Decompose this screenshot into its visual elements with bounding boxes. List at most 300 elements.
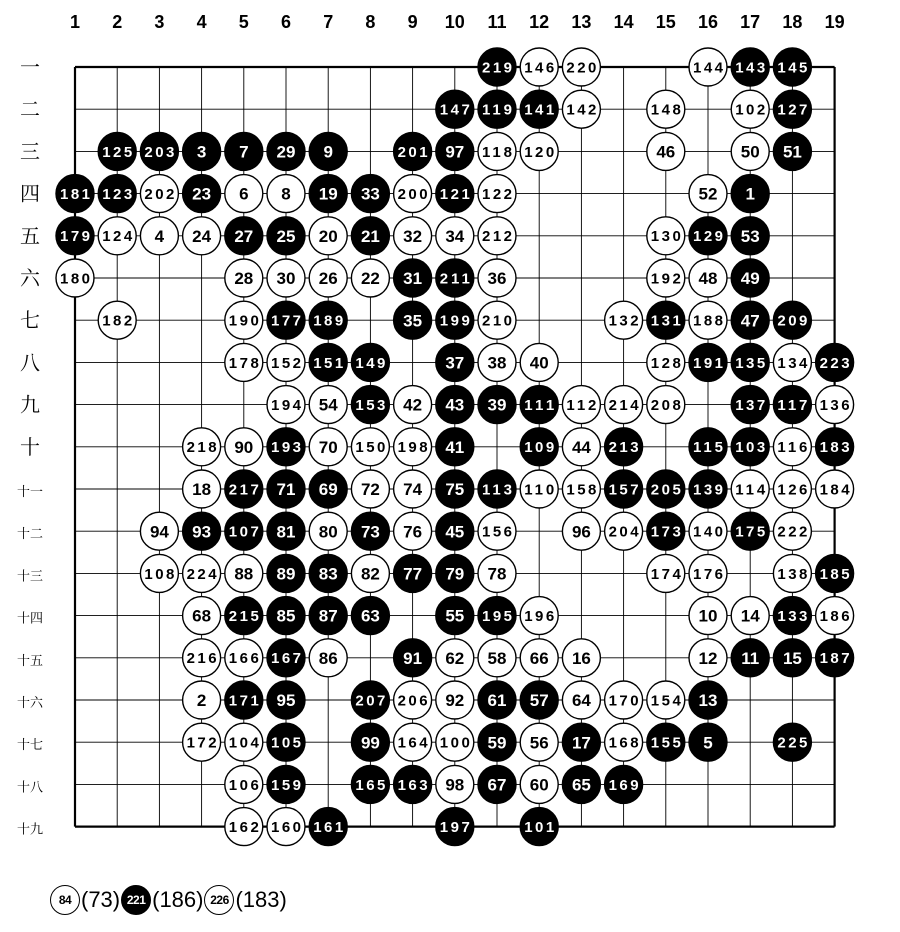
black-stone <box>816 428 854 466</box>
move-number: 181 <box>60 186 90 203</box>
move-number: 208 <box>650 397 681 414</box>
black-stone <box>816 639 854 677</box>
white-stone <box>98 217 136 255</box>
move-number: 182 <box>102 312 133 330</box>
black-stone <box>773 132 811 170</box>
move-number: 5 <box>703 733 713 753</box>
move-number: 210 <box>482 312 512 330</box>
move-number: 17 <box>571 733 591 753</box>
move-number: 216 <box>186 650 217 668</box>
row-label: 三 <box>20 139 40 164</box>
white-stone <box>773 428 811 466</box>
move-number: 97 <box>445 142 465 162</box>
white-stone <box>816 470 854 508</box>
move-number: 64 <box>571 691 591 711</box>
black-stone <box>394 301 432 339</box>
column-label: 5 <box>238 12 249 32</box>
black-stone <box>647 723 685 761</box>
move-number: 185 <box>819 565 850 583</box>
move-number: 192 <box>650 270 681 288</box>
white-stone <box>436 765 474 803</box>
black-stone <box>731 343 769 381</box>
white-stone <box>816 386 854 424</box>
black-stone <box>394 259 432 297</box>
black-stone <box>436 386 474 424</box>
move-number: 41 <box>445 437 465 457</box>
black-stone <box>478 470 516 508</box>
black-stone <box>689 723 727 761</box>
white-stone <box>225 723 263 761</box>
move-number: 223 <box>819 354 850 372</box>
move-number: 37 <box>445 353 465 373</box>
move-number: 148 <box>650 101 681 119</box>
white-stone <box>647 343 685 381</box>
move-number: 147 <box>439 101 470 119</box>
move-number: 87 <box>318 606 338 626</box>
white-stone <box>140 175 178 213</box>
move-number: 70 <box>318 437 338 457</box>
move-number: 77 <box>403 564 423 584</box>
move-number: 176 <box>693 565 723 583</box>
move-number: 212 <box>482 228 512 246</box>
white-stone <box>98 301 136 339</box>
move-number: 114 <box>735 481 766 499</box>
white-stone <box>647 217 685 255</box>
move-number: 183 <box>819 439 850 457</box>
black-stone <box>647 470 685 508</box>
move-number: 93 <box>192 522 212 542</box>
move-number: 49 <box>740 269 760 289</box>
black-stone <box>689 217 727 255</box>
black-stone <box>478 681 516 719</box>
move-number: 74 <box>403 480 423 500</box>
move-number: 105 <box>271 734 301 752</box>
black-stone <box>225 470 263 508</box>
black-stone <box>647 301 685 339</box>
move-number: 121 <box>439 186 470 203</box>
white-stone <box>394 386 432 424</box>
move-number: 15 <box>782 648 802 668</box>
move-number: 11 <box>741 648 760 668</box>
move-number: 31 <box>403 269 423 289</box>
black-stone <box>351 343 389 381</box>
move-number: 146 <box>524 59 555 77</box>
row-label: 八 <box>20 350 40 375</box>
move-number: 16 <box>571 648 591 668</box>
move-number: 2 <box>196 691 207 711</box>
column-label: 6 <box>280 12 292 32</box>
white-stone <box>689 554 727 592</box>
black-stone <box>731 428 769 466</box>
black-stone <box>98 175 136 213</box>
move-number: 199 <box>439 312 470 330</box>
move-number: 222 <box>777 523 808 541</box>
move-number: 173 <box>650 523 681 541</box>
white-stone <box>605 681 643 719</box>
white-stone <box>478 512 516 550</box>
footer-black-stone: 221 <box>121 885 151 915</box>
move-number: 134 <box>777 354 808 372</box>
move-number: 198 <box>397 439 428 457</box>
move-number: 136 <box>819 397 850 414</box>
move-number: 119 <box>482 101 512 119</box>
move-number: 98 <box>445 775 465 795</box>
black-stone <box>183 132 221 170</box>
move-number: 95 <box>276 691 296 711</box>
move-number: 165 <box>355 776 386 794</box>
white-stone <box>436 639 474 677</box>
white-stone <box>267 386 305 424</box>
move-number: 120 <box>524 143 555 161</box>
move-number: 131 <box>650 312 681 330</box>
black-stone <box>689 681 727 719</box>
move-number: 158 <box>566 481 597 499</box>
black-stone <box>689 470 727 508</box>
move-number: 138 <box>777 565 808 583</box>
move-number: 112 <box>566 397 597 414</box>
move-number: 193 <box>271 439 301 457</box>
move-number: 195 <box>482 608 512 625</box>
white-stone <box>647 681 685 719</box>
white-stone <box>520 765 558 803</box>
move-number: 163 <box>397 776 428 794</box>
footer-reference: (186) <box>152 887 204 912</box>
move-number: 62 <box>445 648 465 668</box>
black-stone <box>225 681 263 719</box>
column-label: 1 <box>69 12 81 32</box>
move-number: 162 <box>228 819 259 836</box>
black-stone <box>267 554 305 592</box>
column-label: 4 <box>196 12 207 32</box>
move-number: 90 <box>234 437 254 457</box>
move-number: 129 <box>693 228 723 246</box>
move-number: 54 <box>318 395 338 415</box>
black-stone <box>267 723 305 761</box>
move-number: 113 <box>482 481 512 499</box>
row-label: 一 <box>20 55 40 79</box>
white-stone <box>689 512 727 550</box>
column-label: 9 <box>407 12 418 32</box>
row-label: 二 <box>20 97 40 122</box>
row-label: 九 <box>20 392 40 417</box>
move-number: 202 <box>144 186 175 203</box>
column-label: 8 <box>365 12 376 32</box>
black-stone <box>436 343 474 381</box>
move-number: 58 <box>487 648 507 668</box>
move-number: 149 <box>355 354 386 372</box>
white-stone <box>351 428 389 466</box>
white-stone <box>773 470 811 508</box>
white-stone <box>351 259 389 297</box>
move-number: 215 <box>228 608 259 625</box>
move-number: 123 <box>102 186 133 203</box>
column-label: 13 <box>571 12 592 32</box>
move-number: 86 <box>318 648 338 668</box>
move-number: 128 <box>650 354 681 372</box>
move-number: 27 <box>234 226 254 246</box>
move-number: 125 <box>102 143 133 161</box>
row-label: 十五 <box>17 653 43 669</box>
move-number: 33 <box>360 184 380 204</box>
black-stone <box>773 48 811 86</box>
move-number: 170 <box>608 692 639 710</box>
white-stone <box>647 386 685 424</box>
row-label: 十二 <box>17 527 43 543</box>
white-stone <box>225 301 263 339</box>
row-label: 十三 <box>17 569 43 585</box>
white-stone <box>140 512 178 550</box>
move-number: 50 <box>740 142 760 162</box>
move-number: 92 <box>445 691 465 711</box>
white-stone <box>394 681 432 719</box>
white-stone <box>605 512 643 550</box>
move-number: 110 <box>524 481 555 499</box>
move-number: 118 <box>482 143 512 161</box>
move-number: 126 <box>777 481 808 499</box>
column-label: 10 <box>444 12 465 32</box>
move-number: 8 <box>281 184 291 204</box>
black-stone <box>183 175 221 213</box>
black-stone <box>351 386 389 424</box>
move-number: 194 <box>271 397 301 414</box>
move-number: 132 <box>608 312 639 330</box>
white-stone <box>183 597 221 635</box>
move-number: 187 <box>819 650 850 668</box>
move-number: 76 <box>403 522 423 542</box>
move-number: 152 <box>271 354 301 372</box>
move-number: 174 <box>650 565 681 583</box>
black-stone <box>225 512 263 550</box>
move-number: 67 <box>487 775 507 795</box>
black-stone <box>647 512 685 550</box>
move-number: 161 <box>313 819 344 836</box>
move-number: 190 <box>228 312 259 330</box>
white-stone <box>773 343 811 381</box>
white-stone <box>773 512 811 550</box>
move-number: 39 <box>487 395 507 415</box>
white-stone <box>309 217 347 255</box>
black-stone <box>731 301 769 339</box>
white-stone <box>140 554 178 592</box>
white-stone <box>478 343 516 381</box>
column-label: 2 <box>112 12 123 32</box>
move-number: 71 <box>276 480 296 500</box>
move-number: 63 <box>360 606 380 626</box>
black-stone <box>520 386 558 424</box>
white-stone <box>225 175 263 213</box>
move-number: 204 <box>608 523 639 541</box>
move-number: 218 <box>186 439 217 457</box>
white-stone <box>562 90 600 128</box>
move-number: 168 <box>608 734 639 752</box>
white-stone <box>689 597 727 635</box>
move-number: 127 <box>777 101 808 119</box>
black-stone <box>436 132 474 170</box>
white-stone <box>562 386 600 424</box>
black-stone <box>351 681 389 719</box>
black-stone <box>605 765 643 803</box>
black-stone <box>140 132 178 170</box>
move-number: 85 <box>276 606 296 626</box>
black-stone <box>225 217 263 255</box>
white-stone <box>309 639 347 677</box>
move-number: 68 <box>192 606 212 626</box>
black-stone <box>309 554 347 592</box>
black-stone <box>478 723 516 761</box>
move-number: 188 <box>693 312 723 330</box>
white-stone <box>309 428 347 466</box>
move-number: 196 <box>524 608 555 625</box>
move-number: 124 <box>102 228 133 246</box>
white-stone <box>478 259 516 297</box>
black-stone <box>351 597 389 635</box>
white-stone <box>562 48 600 86</box>
move-number: 6 <box>239 184 249 204</box>
black-stone <box>351 723 389 761</box>
move-number: 144 <box>693 59 723 77</box>
move-number: 9 <box>323 142 333 162</box>
move-number: 177 <box>271 312 301 330</box>
move-number: 57 <box>529 691 549 711</box>
black-stone <box>394 554 432 592</box>
move-number: 178 <box>228 354 259 372</box>
move-number: 103 <box>735 439 766 457</box>
move-number: 207 <box>355 692 386 710</box>
black-stone <box>436 554 474 592</box>
black-stone <box>520 681 558 719</box>
footer-notes <box>50 882 288 918</box>
column-label: 18 <box>782 12 803 32</box>
column-label: 7 <box>323 12 334 32</box>
black-stone <box>267 132 305 170</box>
move-number: 80 <box>318 522 338 542</box>
white-stone <box>478 554 516 592</box>
white-stone <box>816 597 854 635</box>
white-stone <box>351 554 389 592</box>
white-stone <box>731 132 769 170</box>
black-stone <box>520 90 558 128</box>
black-stone <box>689 428 727 466</box>
move-number: 89 <box>276 564 296 584</box>
white-stone <box>183 723 221 761</box>
black-stone <box>731 512 769 550</box>
row-label: 五 <box>20 223 40 248</box>
white-stone <box>351 470 389 508</box>
white-stone <box>562 470 600 508</box>
move-number: 29 <box>276 142 296 162</box>
move-number: 18 <box>192 480 212 500</box>
move-number: 106 <box>228 776 259 794</box>
white-stone <box>267 259 305 297</box>
row-label: 六 <box>20 266 40 290</box>
move-number: 47 <box>740 311 760 331</box>
black-stone <box>773 639 811 677</box>
row-label: 十八 <box>17 780 43 796</box>
move-number: 116 <box>777 439 808 457</box>
move-number: 141 <box>524 101 555 119</box>
white-stone <box>731 470 769 508</box>
move-number: 13 <box>698 691 718 711</box>
white-stone <box>56 259 94 297</box>
move-number: 203 <box>144 143 175 161</box>
row-label: 四 <box>20 181 40 206</box>
black-stone <box>605 470 643 508</box>
move-number: 150 <box>355 439 386 457</box>
row-labels <box>17 55 44 838</box>
white-stone <box>140 217 178 255</box>
white-stone <box>225 639 263 677</box>
move-number: 25 <box>276 226 296 246</box>
row-label: 十九 <box>17 822 43 838</box>
move-number: 36 <box>487 269 507 289</box>
black-stone <box>351 765 389 803</box>
black-stone <box>267 639 305 677</box>
white-stone <box>562 639 600 677</box>
move-number: 159 <box>271 776 301 794</box>
black-stone <box>225 597 263 635</box>
white-stone <box>394 428 432 466</box>
white-stone <box>520 639 558 677</box>
white-stone <box>647 259 685 297</box>
black-stone <box>309 175 347 213</box>
white-stone <box>689 639 727 677</box>
white-stone <box>478 132 516 170</box>
white-stone <box>689 48 727 86</box>
black-stone <box>351 217 389 255</box>
move-number: 52 <box>698 184 718 204</box>
move-number: 107 <box>228 523 259 541</box>
move-number: 175 <box>735 523 766 541</box>
black-stone <box>309 343 347 381</box>
move-number: 224 <box>186 565 217 583</box>
move-number: 14 <box>740 606 760 626</box>
move-number: 59 <box>487 733 507 753</box>
move-number: 24 <box>192 226 212 246</box>
move-number: 69 <box>318 480 338 500</box>
white-stone <box>394 512 432 550</box>
black-stone <box>478 48 516 86</box>
black-stone <box>98 132 136 170</box>
row-label: 十 <box>20 434 40 459</box>
black-stone <box>267 217 305 255</box>
white-stone <box>605 301 643 339</box>
footer-white-stone: 226 <box>204 885 234 915</box>
move-number: 75 <box>445 480 465 500</box>
move-number: 4 <box>154 226 165 246</box>
black-stone <box>436 428 474 466</box>
column-labels <box>70 12 845 32</box>
move-number: 130 <box>650 228 681 246</box>
white-stone <box>647 554 685 592</box>
move-number: 200 <box>397 186 428 203</box>
white-stone <box>436 217 474 255</box>
black-stone <box>351 512 389 550</box>
black-stone <box>309 470 347 508</box>
black-stone <box>816 554 854 592</box>
move-number: 137 <box>735 397 766 414</box>
move-number: 1 <box>745 184 755 204</box>
black-stone <box>731 259 769 297</box>
move-number: 78 <box>487 564 507 584</box>
white-stone <box>225 343 263 381</box>
move-number: 167 <box>271 650 301 668</box>
move-number: 169 <box>608 776 639 794</box>
row-label: 十四 <box>17 611 43 627</box>
move-number: 55 <box>445 606 465 626</box>
move-number: 135 <box>735 354 766 372</box>
move-number: 180 <box>60 270 90 288</box>
white-stone <box>731 90 769 128</box>
